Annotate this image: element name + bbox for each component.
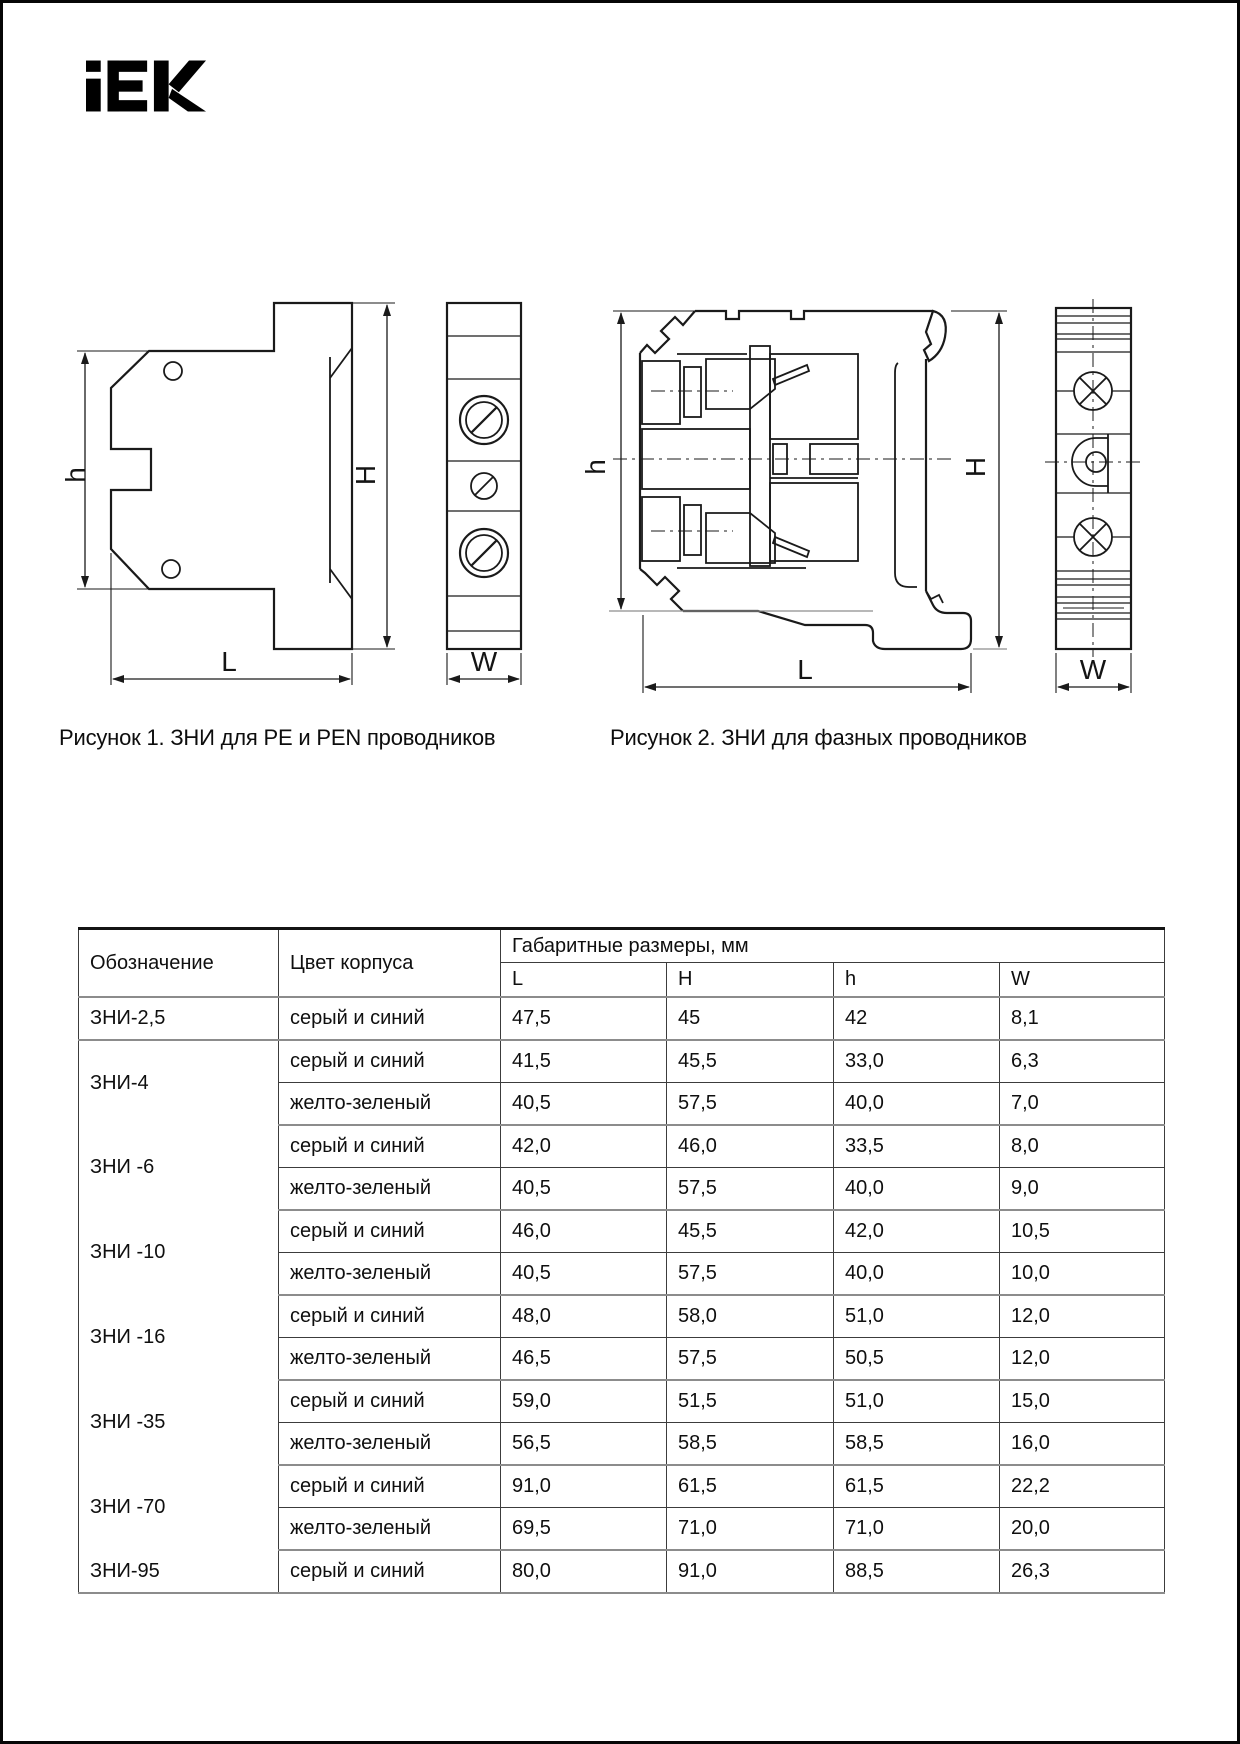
col-header-H: H (667, 963, 834, 998)
fig2-dim-label-W: W (1079, 654, 1107, 685)
figure2-caption: Рисунок 2. ЗНИ для фазных проводников (610, 725, 1027, 750)
figure2-drawing (543, 261, 1203, 701)
cell-L: 59,0 (501, 1380, 667, 1423)
cell-color: серый и синий (279, 1040, 501, 1083)
table-row (79, 1380, 1165, 1423)
table-row (79, 1040, 1165, 1083)
fig2-dim-label-h: h (580, 459, 611, 475)
cell-color: желто-зеленый (279, 1253, 501, 1296)
col-header-h: h (834, 963, 1000, 998)
fig1-side-view-outline (111, 303, 352, 649)
cell-H: 61,5 (667, 1465, 834, 1508)
cell-W: 7,0 (1000, 1083, 1165, 1126)
cell-H: 57,5 (667, 1168, 834, 1211)
fig1-dim-label-H: H (350, 464, 381, 486)
fig1-dim-label-W: W (470, 646, 498, 677)
cell-H: 57,5 (667, 1338, 834, 1381)
fig1-front-view-outline (447, 303, 521, 649)
fig1-dim-label-L: L (221, 646, 237, 677)
cell-h: 58,5 (834, 1423, 1000, 1466)
cell-L: 48,0 (501, 1295, 667, 1338)
cell-h: 42 (834, 997, 1000, 1040)
cell-h: 51,0 (834, 1380, 1000, 1423)
fig2-dim-label-H: H (960, 456, 991, 478)
cell-W: 22,2 (1000, 1465, 1165, 1508)
fig2-center-port (1072, 434, 1108, 493)
cell-H: 45,5 (667, 1040, 834, 1083)
cell-W: 20,0 (1000, 1508, 1165, 1551)
table-row (79, 1550, 1165, 1593)
cell-h: 40,0 (834, 1253, 1000, 1296)
cell-h: 51,0 (834, 1295, 1000, 1338)
table-row (79, 1295, 1165, 1338)
cell-h: 88,5 (834, 1550, 1000, 1593)
fig1-screw-bottom (460, 529, 508, 577)
table-row (79, 1125, 1165, 1168)
cell-L: 42,0 (501, 1125, 667, 1168)
cell-L: 40,5 (501, 1083, 667, 1126)
cell-color: серый и синий (279, 1295, 501, 1338)
cell-W: 6,3 (1000, 1040, 1165, 1083)
cell-L: 46,0 (501, 1210, 667, 1253)
fig2-front-view (1045, 299, 1142, 657)
cell-h: 71,0 (834, 1508, 1000, 1551)
cell-L: 56,5 (501, 1423, 667, 1466)
cell-H: 58,5 (667, 1423, 834, 1466)
cell-L: 46,5 (501, 1338, 667, 1381)
cell-color: серый и синий (279, 1380, 501, 1423)
cell-L: 41,5 (501, 1040, 667, 1083)
fig1-screw-middle (471, 473, 497, 499)
cell-designation: ЗНИ -35 (79, 1380, 279, 1465)
cell-designation: ЗНИ -70 (79, 1465, 279, 1550)
cell-designation: ЗНИ -16 (79, 1295, 279, 1380)
cell-h: 40,0 (834, 1168, 1000, 1211)
cell-h: 33,0 (834, 1040, 1000, 1083)
cell-W: 26,3 (1000, 1550, 1165, 1593)
cell-H: 57,5 (667, 1253, 834, 1296)
cell-color: серый и синий (279, 1210, 501, 1253)
figure1-caption: Рисунок 1. ЗНИ для PE и PEN проводников (59, 725, 496, 750)
cell-designation: ЗНИ-4 (79, 1040, 279, 1125)
table-row (79, 1465, 1165, 1508)
dimensions-table (78, 927, 1165, 1594)
cell-color: желто-зеленый (279, 1168, 501, 1211)
cell-L: 91,0 (501, 1465, 667, 1508)
cell-L: 69,5 (501, 1508, 667, 1551)
fig1-screw-top (460, 396, 508, 444)
cell-W: 8,1 (1000, 997, 1165, 1040)
cell-H: 71,0 (667, 1508, 834, 1551)
cell-W: 12,0 (1000, 1338, 1165, 1381)
cell-H: 45 (667, 997, 834, 1040)
cell-H: 58,0 (667, 1295, 834, 1338)
cell-color: желто-зеленый (279, 1338, 501, 1381)
cell-L: 40,5 (501, 1253, 667, 1296)
cell-color: серый и синий (279, 1550, 501, 1593)
table-row (79, 997, 1165, 1040)
cell-color: серый и синий (279, 997, 501, 1040)
cell-color: желто-зеленый (279, 1083, 501, 1126)
cell-W: 9,0 (1000, 1168, 1165, 1211)
fig1-dim-label-h: h (60, 467, 91, 483)
cell-H: 91,0 (667, 1550, 834, 1593)
cell-W: 15,0 (1000, 1380, 1165, 1423)
col-header-designation: Обозначение (79, 929, 279, 998)
col-header-L: L (501, 963, 667, 998)
figure1-drawing (60, 261, 498, 691)
cell-L: 40,5 (501, 1168, 667, 1211)
iek-logo (86, 59, 206, 113)
col-header-color: Цвет корпуса (279, 929, 501, 998)
cell-H: 57,5 (667, 1083, 834, 1126)
cell-W: 10,0 (1000, 1253, 1165, 1296)
cell-W: 8,0 (1000, 1125, 1165, 1168)
cell-W: 16,0 (1000, 1423, 1165, 1466)
cell-designation: ЗНИ -6 (79, 1125, 279, 1210)
fig1-hole-bottom (162, 560, 180, 578)
cell-color: серый и синий (279, 1125, 501, 1168)
cell-H: 46,0 (667, 1125, 834, 1168)
cell-H: 51,5 (667, 1380, 834, 1423)
cell-W: 10,5 (1000, 1210, 1165, 1253)
fig2-clamp-mechanism (613, 346, 955, 587)
fig2-dim-label-L: L (797, 654, 813, 685)
fig2-side-view-outline (640, 311, 971, 649)
cell-h: 40,0 (834, 1083, 1000, 1126)
cell-W: 12,0 (1000, 1295, 1165, 1338)
cell-designation: ЗНИ-95 (79, 1550, 279, 1593)
cell-h: 50,5 (834, 1338, 1000, 1381)
cell-color: серый и синий (279, 1465, 501, 1508)
cell-H: 45,5 (667, 1210, 834, 1253)
cell-h: 33,5 (834, 1125, 1000, 1168)
col-header-W: W (1000, 963, 1165, 998)
col-header-dimensions: Габаритные размеры, мм (501, 929, 1165, 963)
table-row (79, 1210, 1165, 1253)
cell-designation: ЗНИ-2,5 (79, 997, 279, 1040)
cell-L: 47,5 (501, 997, 667, 1040)
cell-color: желто-зеленый (279, 1423, 501, 1466)
cell-h: 61,5 (834, 1465, 1000, 1508)
cell-L: 80,0 (501, 1550, 667, 1593)
fig1-hole-top (164, 362, 182, 380)
cell-designation: ЗНИ -10 (79, 1210, 279, 1295)
cell-color: желто-зеленый (279, 1508, 501, 1551)
cell-h: 42,0 (834, 1210, 1000, 1253)
